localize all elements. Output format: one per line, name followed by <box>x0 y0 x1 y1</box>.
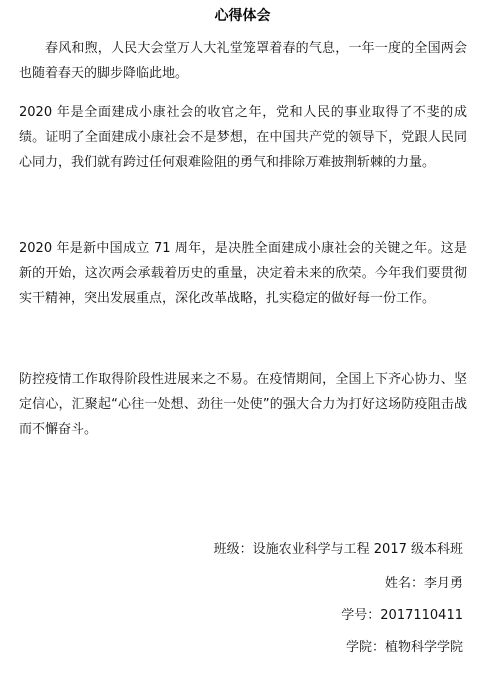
document-title: 心得体会 <box>214 8 271 24</box>
paragraph-1: 春风和煦，人民大会堂万人大礼堂笼罩着春的气息，一年一度的全国两会也随着春天的脚步降临此地。 <box>19 41 467 81</box>
paragraph-2: 2020 年是全面建成小康社会的收官之年，党和人民的事业取得了不斐的成绩。证明了全面建成小康社会不是梦想，在中国共产党的领导下，党跟人民同心同力，我们就有跨过任何艰难险阻的勇气和排除万难披荆斩棘的力量。 <box>19 105 467 170</box>
signature-name: 姓名：李月勇 <box>384 576 463 591</box>
paragraph-4: 防控疫情工作取得阶段性进展来之不易。在疫情期间，全国上下齐心协力、坚定信心，汇聚起“心往一处想、劲往一处使”的强大合力为打好这场防疫阻击战而不懈奋斗。 <box>19 372 467 437</box>
signature-college: 学院：植物科学学院 <box>345 640 463 655</box>
signature-class: 班级：设施农业科学与工程 2017 级本科班 <box>213 542 463 557</box>
paragraph-3: 2020 年是新中国成立 71 周年，是决胜全面建成小康社会的关键之年。这是新的开始，这次两会承载着历史的重量，决定着未来的欣荣。今年我们要贯彻实干精神，突出发展重点，深化改革战略，扎实稳定的做好每一份工作。 <box>19 241 467 306</box>
signature-student-id: 学号：2017110411 <box>341 608 463 623</box>
